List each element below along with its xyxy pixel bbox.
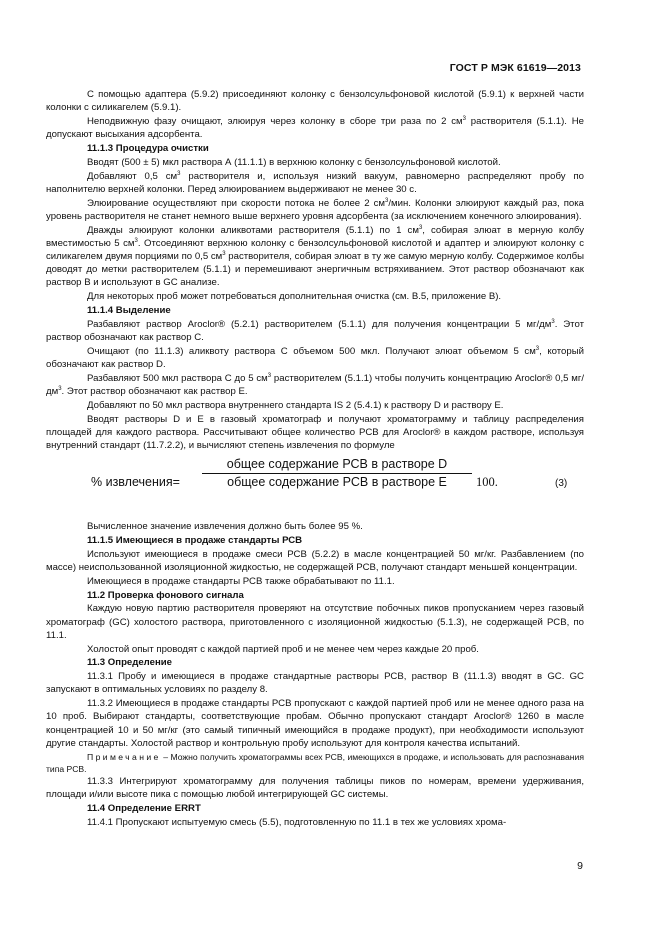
paragraph: Добавляют 0,5 $см^3$ растворителя и, используя низкий вакуум, равномерно распределяют пробу по наполнителю верхней колонки. Перед элюированием выдерживают не менее 30 с.: [46, 170, 584, 195]
formula-number: (3): [555, 478, 568, 490]
section-heading: 11.1.5 Имеющиеся в продаже стандарты РСВ: [87, 535, 303, 546]
paragraph: С помощью адаптера (5.9.2) присоединяют колонку с бензолсульфоновой кислотой (5.9.1) к верхней части колонки с силикагелем (5.9.1).: [46, 89, 584, 114]
fraction-bar: [202, 473, 472, 474]
paragraph: Вводят (500 ± 5) мкл раствора А (11.1.1) в верхнюю колонку с бензолсульфоновой кислотой.: [87, 156, 501, 168]
formula-fraction: [202, 458, 472, 489]
paragraph: Каждую новую партию растворителя проверяют на отсутствие побочных пиков пропусканием через газовый хроматограф (GC) холостого раствора, приготовленного с изоляционной жидкостью (5.1.3), не содержащей РСВ, по 11.1.: [46, 603, 584, 641]
paragraph: Используют имеющиеся в продаже смеси РСВ (5.2.2) в масле концентрацией 50 мг/кг. Разбавлением (по массе) неиспользованной изоляционной жидкостью, не содержащей РСВ, получают стандарт меньшей концентрации.: [46, 548, 584, 573]
paragraph: Вычисленное значение извлечения должно быть более 95 %.: [87, 521, 363, 533]
section-heading: 11.1.4 Выделение: [87, 305, 171, 316]
section-heading: 11.3 Определение: [87, 657, 173, 669]
section-heading: 11.4 Определение ERRT: [87, 803, 201, 815]
paragraph: Имеющиеся в продаже стандарты РСВ также обрабатывают по 11.1.: [87, 575, 395, 587]
paragraph: Неподвижную фазу очищают, элюируя через колонку в сборе три раза по 2 $см^3$ растворителя (5.1.1). Не допускают высыхания адсорбента.: [46, 116, 584, 141]
recovery-formula: [46, 456, 584, 514]
document-body: [46, 88, 584, 830]
page-number: 9: [577, 860, 583, 872]
paragraph: Очищают (по 11.1.3) аликвоту раствора С объемом 500 мкл. Получают элюат объемом 5 $см^3$, который обозначают как раствор D.: [46, 345, 584, 370]
paragraph: 11.4.1 Пропускают испытуемую смесь (5.5), подготовленную по 11.1 в тех же условиях хрома-: [87, 816, 507, 828]
formula-denominator: общее содержание РСВ в растворе Е: [227, 475, 447, 490]
section-heading: 11.2 Проверка фонового сигнала: [87, 589, 244, 601]
note: [46, 751, 584, 775]
formula-numerator: общее содержание РСВ в растворе D: [226, 457, 448, 472]
paragraph: Разбавляют раствор Aroclor® (5.2.1) растворителем (5.1.1) для получения концентрации 5 $мг/дм^3$. Этот раствор обозначают как раствор С.: [46, 318, 584, 343]
paragraph: 11.3.1 Пробу и имеющиеся в продаже стандартные растворы РСВ, раствор В (11.1.3) вводят в GC. GC запускают в оптимальных условиях по разделу 8.: [46, 671, 584, 696]
note-text: – Можно получить хроматограммы всех РСВ, имеющихся в продаже, и использовать для распознавания типа РСВ.: [46, 751, 584, 774]
paragraph: Дважды элюируют колонки аликвотами растворителя (5.1.1) по 1 $см^3$, собирая элюат в мерную колбу вместимостью 5 $см^3$. Отсоединяют верхнюю колонку с бензолсульфоновой кислотой и адаптер и элюируют колонку с силикагелем двумя порциями по 0,5 $см^3$ растворителя, собирая элюат в ту же самую мерную колбу. Содержимое колбы доводят до метки растворителем (5.1.1) и перемешивают энергичным встряхиванием. Этот раствор обозначают как раствор В и используют в GC анализе.: [46, 224, 584, 289]
paragraph: Добавляют по 50 мкл раствора внутреннего стандарта IS 2 (5.4.1) к раствору D и раствору Е.: [87, 399, 504, 411]
paragraph: Для некоторых проб может потребоваться дополнительная очистка (см. В.5, приложение В).: [87, 291, 502, 303]
formula-left-side: % извлечения=: [91, 475, 180, 490]
paragraph: 11.3.3 Интегрируют хроматограмму для получения таблицы пиков по номерам, времени удерживания, площади и/или высоте пика с помощью любой интегрирующей GC системы.: [46, 776, 584, 801]
formula-multiplier: 100.: [476, 475, 498, 490]
paragraph: Элюирование осуществляют при скорости потока не более 2 $см^3$/мин. Колонки элюируют каждый раз, пока уровень растворителя не станет немного выше верхнего уровня адсорбента (за исключением конечного элюирования).: [46, 197, 584, 222]
section-heading: 11.1.3 Процедура очистки: [87, 143, 209, 154]
paragraph: Разбавляют 500 мкл раствора С до 5 $см^3$ растворителем (5.1.1) чтобы получить концентрацию Aroclor® 0,5 $мг/дм^3$. Этот раствор обозначают как раствор Е.: [46, 372, 584, 397]
paragraph: 11.3.2 Имеющиеся в продаже стандарты РСВ пропускают с каждой партией проб или не менее одного раза на 10 проб. Выбирают стандарты, соответствующие пробам. Обычно пропускают стандарт Aroclor® 1260 в масле концентрацией 10 и 50 мг/кг (это самый типичный имеющийся в продаже продукт), при необходимости используют другие стандарты. Холостой раствор и контрольную пробу используют для контроля качества испытаний.: [46, 698, 584, 749]
paragraph: Холостой опыт проводят с каждой партией проб и не менее чем через каждые 20 проб.: [87, 643, 479, 655]
paragraph: Вводят растворы D и Е в газовый хроматограф и получают хроматограмму и таблицу распределения площадей для каждого раствора. Рассчитывают общее количество РСВ для Aroclor® в каждом растворе, используя внутренний стандарт (11.7.2.2), и вычисляют степень извлечения по формуле: [46, 413, 584, 451]
note-label: Примечание: [87, 751, 161, 762]
standard-header: ГОСТ Р МЭК 61619—2013: [449, 62, 581, 74]
